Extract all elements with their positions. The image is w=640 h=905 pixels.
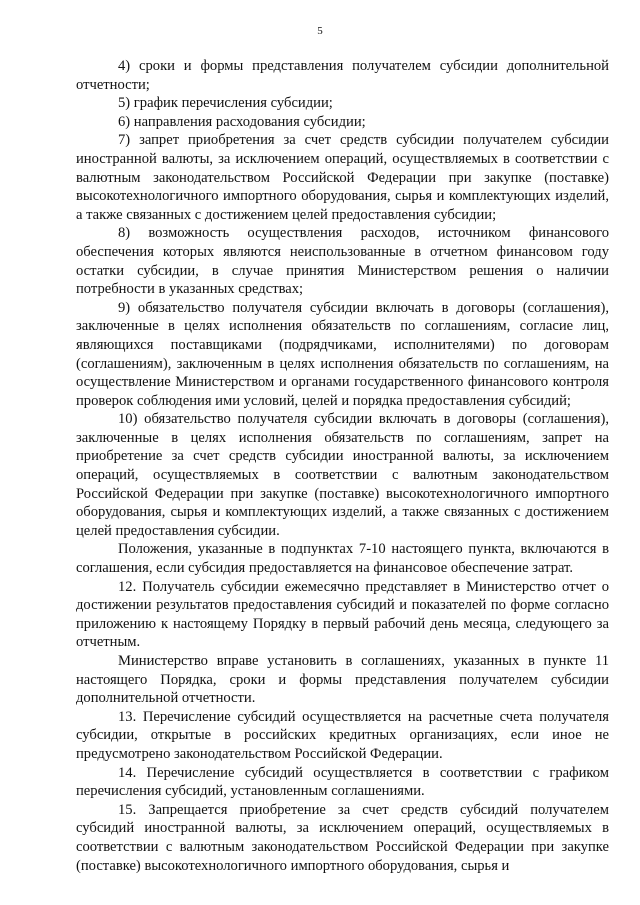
paragraph-item-9: 9) обязательство получателя субсидии включать в договоры (соглашения), заключенные в целях исполнения обязательств по соглашениям, согласие лиц, являющихся поставщиками (подрядчиками, исполнителями) по договорам (соглашениям), заключенным в целях исполнения обязательств по соглашениям, на осуществление Министерством и органами государственного финансового контроля проверок соблюдения ими условий, целей и порядка предоставления субсидий;	[76, 299, 609, 409]
paragraph-item-4: 4) сроки и формы представления получателем субсидии дополнительной отчетности;	[76, 58, 609, 93]
paragraph-item-10: 10) обязательство получателя субсидии включать в договоры (соглашения), заключенные в целях исполнения обязательств по соглашениям, запрет на приобретение за счет средств субсидии иностранной валюты, за исключением операций, осуществляемых в соответствии с валютным законодательством Российской Федерации при закупке (поставке) высокотехнологичного импортного оборудования, сырья и комплектующих изделий, а также связанных с достижением целей предоставления субсидии.	[76, 411, 609, 539]
paragraph-item-5: 5) график перечисления субсидии;	[118, 95, 333, 112]
paragraph-clause-15: 15. Запрещается приобретение за счет средств субсидий получателем субсидий иностранной валюты, за исключением операций, осуществляемых в соответствии с валютным законодательством Российской Федерации при закупке (поставке) высокотехнологичного импортного оборудования, сырья и	[76, 801, 609, 874]
document-body	[76, 57, 609, 875]
paragraph-clause-12: 12. Получатель субсидии ежемесячно представляет в Министерство отчет о достижении результатов предоставления субсидий и показателей по форме согласно приложению к настоящему Порядку в первый рабочий день месяца, следующего за отчетным.	[76, 578, 609, 651]
paragraph-item-7: 7) запрет приобретения за счет средств субсидии получателем субсидии иностранной валюты, за исключением операций, осуществляемых в соответствии с валютным законодательством Российской Федерации при закупке (поставке) высокотехнологичного импортного оборудования, сырья и комплектующих изделий, а также связанных с достижением целей предоставления субсидии;	[76, 132, 609, 223]
page-number: 5	[317, 25, 323, 37]
paragraph-clause-13: 13. Перечисление субсидий осуществляется на расчетные счета получателя субсидии, открытые в российских кредитных организациях, если иное не предусмотрено законодательством Российской Федерации.	[76, 708, 609, 762]
paragraph-provisions-note: Положения, указанные в подпунктах 7-10 настоящего пункта, включаются в соглашения, если субсидия предоставляется на финансовое обеспечение затрат.	[76, 541, 609, 577]
paragraph-item-8: 8) возможность осуществления расходов, источником финансового обеспечения которых являются неиспользованные в отчетном финансовом году остатки субсидии, в случае принятия Министерством решения о наличии потребности в указанных средствах;	[76, 225, 609, 298]
paragraph-clause-14: 14. Перечисление субсидий осуществляется в соответствии с графиком перечисления субсидий, установленным соглашениями.	[76, 764, 609, 800]
paragraph-item-6: 6) направления расходования субсидии;	[118, 113, 366, 130]
paragraph-ministry-right: Министерство вправе установить в соглашениях, указанных в пункте 11 настоящего Порядка, сроки и формы представления получателем субсидии дополнительной отчетности.	[76, 653, 609, 707]
